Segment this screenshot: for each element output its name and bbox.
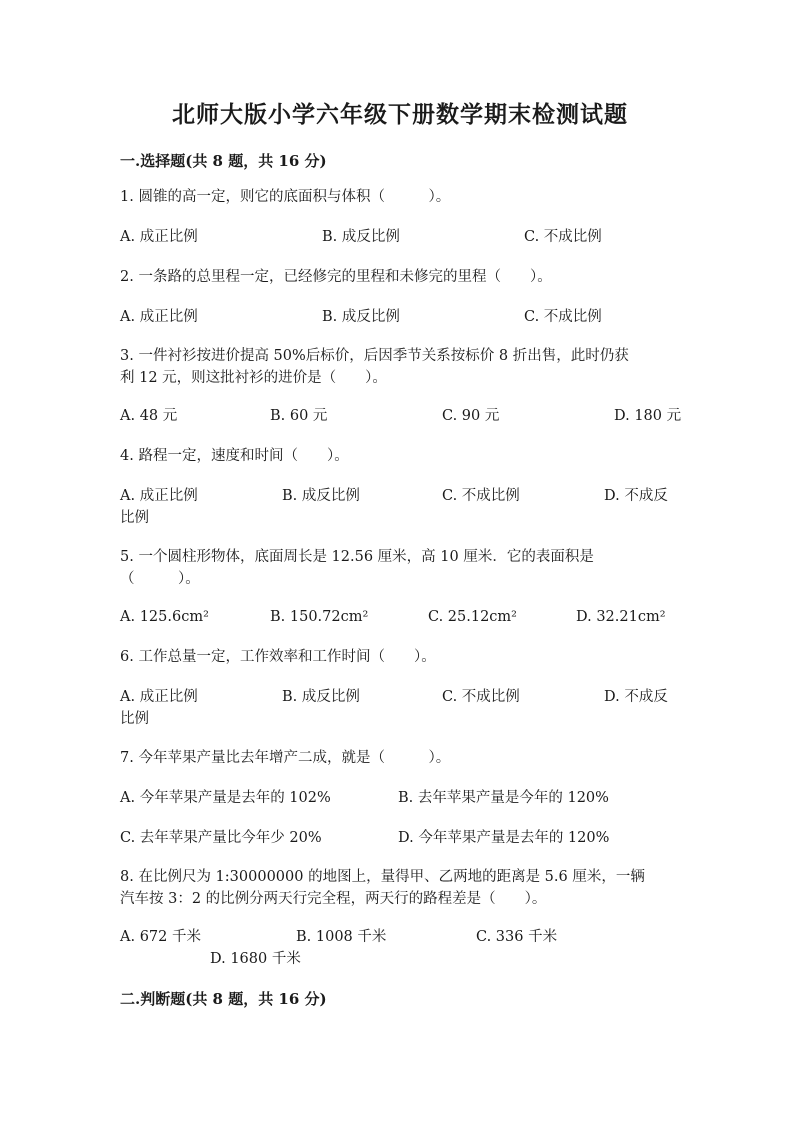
question-5-stem-line2: （ ）。 bbox=[120, 571, 200, 587]
question-4-option-c: C. 不成比例 bbox=[442, 488, 520, 504]
question-6-stem: 6. 工作总量一定，工作效率和工作时间（ ）。 bbox=[120, 649, 436, 665]
question-4-option-b: B. 成反比例 bbox=[282, 488, 360, 504]
question-7-option-c: C. 去年苹果产量比今年少 20% bbox=[120, 830, 322, 846]
question-1-option-a: A. 成正比例 bbox=[120, 229, 198, 245]
question-4-option-d-wrap: 比例 bbox=[120, 510, 149, 526]
question-8-option-d: D. 1680 千米 bbox=[210, 951, 301, 967]
question-5-option-d: D. 32.21cm² bbox=[576, 609, 666, 625]
question-7-stem: 7. 今年苹果产量比去年增产二成，就是（ ）。 bbox=[120, 750, 451, 766]
question-3-stem-line1: 3. 一件衬衫按进价提高 50%后标价，后因季节关系按标价 8 折出售，此时仍获 bbox=[120, 348, 629, 364]
question-2-option-a: A. 成正比例 bbox=[120, 309, 198, 325]
question-2-option-b: B. 成反比例 bbox=[322, 309, 400, 325]
question-3-option-c: C. 90 元 bbox=[442, 408, 500, 424]
question-6-option-d: D. 不成反 bbox=[604, 689, 668, 705]
page-title: 北师大版小学六年级下册数学期末检测试题 bbox=[172, 101, 628, 128]
question-8-stem-line2: 汽车按 3：2 的比例分两天行完全程，两天行的路程差是（ ）。 bbox=[120, 891, 547, 907]
question-5-option-c: C. 25.12cm² bbox=[428, 609, 517, 625]
question-3-option-a: A. 48 元 bbox=[120, 408, 178, 424]
question-5-stem-line1: 5. 一个圆柱形物体，底面周长是 12.56 厘米，高 10 厘米．它的表面积是 bbox=[120, 549, 594, 565]
question-7-option-b: B. 去年苹果产量是今年的 120% bbox=[398, 790, 609, 806]
question-2-option-c: C. 不成比例 bbox=[524, 309, 602, 325]
question-8-stem-line1: 8. 在比例尺为 1:30000000 的地图上，量得甲、乙两地的距离是 5.6 厘米，一辆 bbox=[120, 869, 645, 885]
question-3-option-d: D. 180 元 bbox=[614, 408, 682, 424]
section-heading-choice: 一.选择题(共 8 题，共 16 分) bbox=[120, 152, 327, 170]
question-4-stem: 4. 路程一定，速度和时间（ ）。 bbox=[120, 448, 349, 464]
question-6-option-d-wrap: 比例 bbox=[120, 711, 149, 727]
question-8-option-c: C. 336 千米 bbox=[476, 929, 558, 945]
question-3-stem-line2: 利 12 元，则这批衬衫的进价是（ ）。 bbox=[120, 370, 387, 386]
question-6-option-b: B. 成反比例 bbox=[282, 689, 360, 705]
question-1-option-c: C. 不成比例 bbox=[524, 229, 602, 245]
question-6-option-a: A. 成正比例 bbox=[120, 689, 198, 705]
question-2-stem: 2. 一条路的总里程一定，已经修完的里程和未修完的里程（ ）。 bbox=[120, 269, 552, 285]
question-1-option-b: B. 成反比例 bbox=[322, 229, 400, 245]
question-1-stem: 1. 圆锥的高一定，则它的底面积与体积（ ）。 bbox=[120, 189, 451, 205]
question-7-option-a: A. 今年苹果产量是去年的 102% bbox=[120, 790, 331, 806]
question-3-option-b: B. 60 元 bbox=[270, 408, 328, 424]
question-8-option-b: B. 1008 千米 bbox=[296, 929, 387, 945]
question-4-option-a: A. 成正比例 bbox=[120, 488, 198, 504]
question-5-option-a: A. 125.6cm² bbox=[120, 609, 209, 625]
question-4-option-d: D. 不成反 bbox=[604, 488, 668, 504]
section-heading-judgment: 二.判断题(共 8 题，共 16 分) bbox=[120, 990, 327, 1008]
question-5-option-b: B. 150.72cm² bbox=[270, 609, 369, 625]
question-6-option-c: C. 不成比例 bbox=[442, 689, 520, 705]
question-7-option-d: D. 今年苹果产量是去年的 120% bbox=[398, 830, 610, 846]
question-8-option-a: A. 672 千米 bbox=[120, 929, 201, 945]
